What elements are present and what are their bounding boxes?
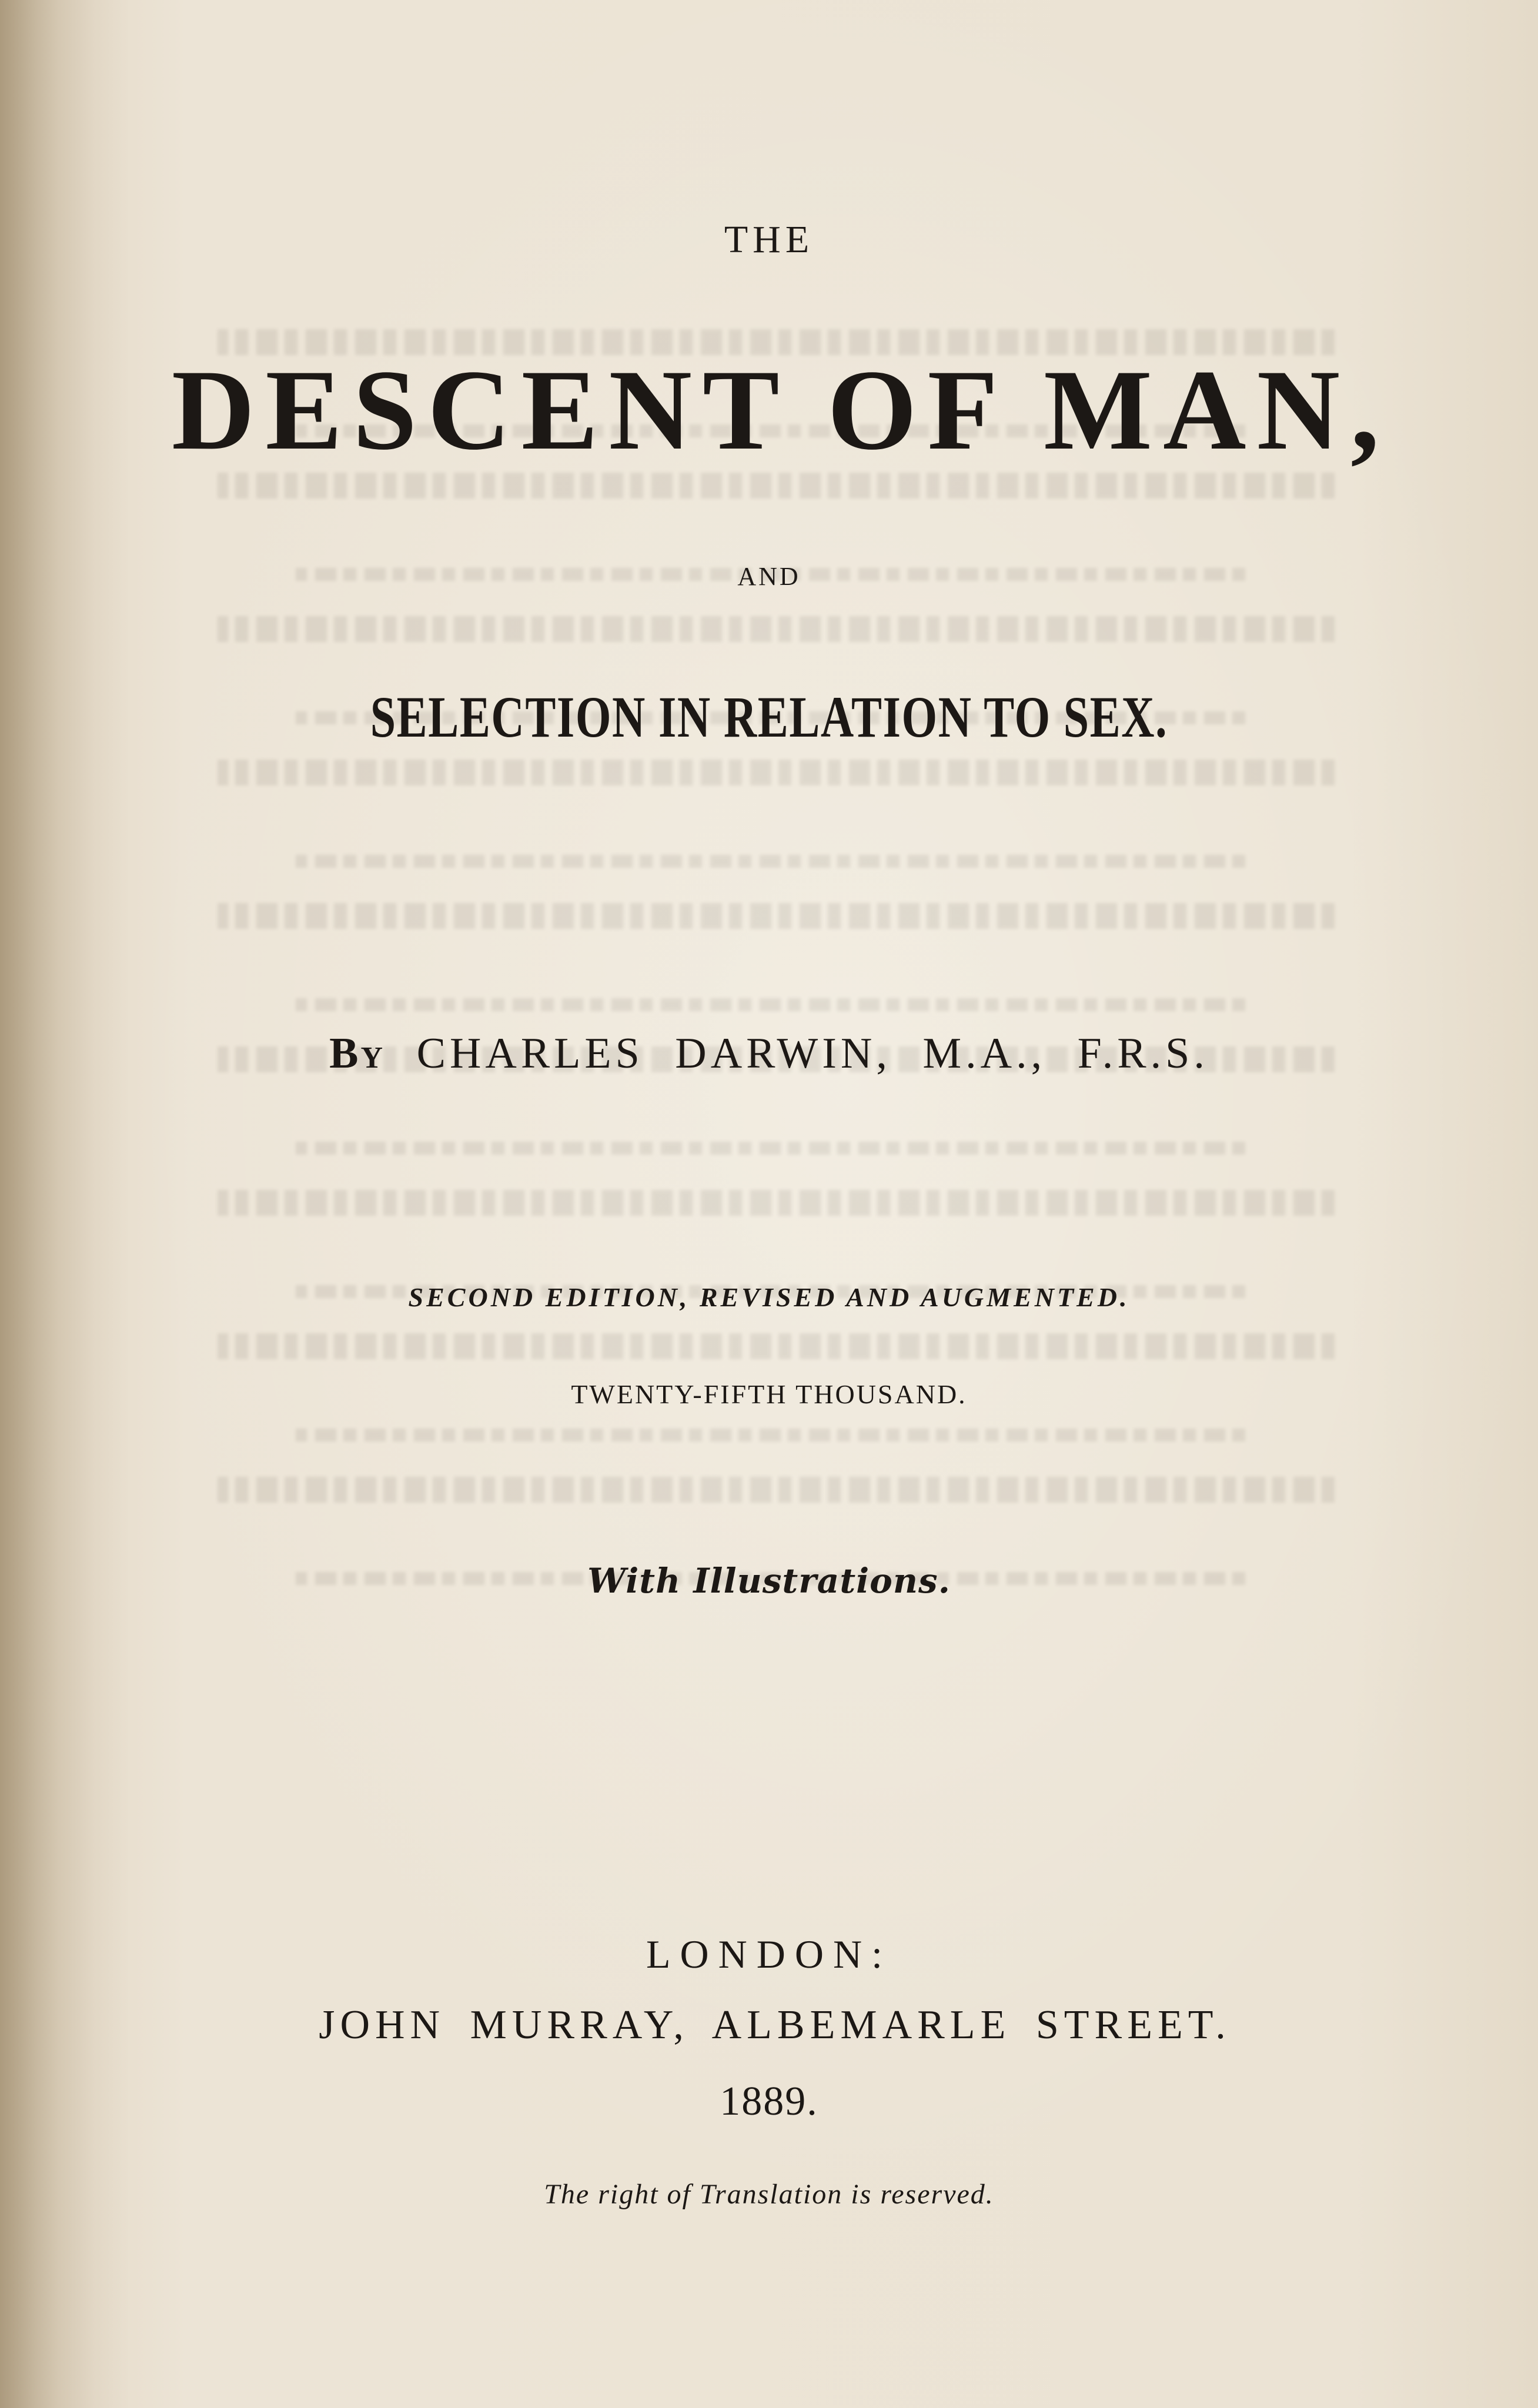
imprint-city: LONDON: xyxy=(646,1932,892,1976)
printing-statement: TWENTY-FIFTH THOUSAND. xyxy=(571,1379,967,1409)
imprint-publisher: JOHN MURRAY, ALBEMARLE STREET. xyxy=(319,2002,1231,2048)
imprint-year: 1889. xyxy=(720,2079,818,2124)
byline-prefix: By xyxy=(329,1029,386,1078)
title-conjunction: AND xyxy=(737,562,801,591)
author-name: CHARLES DARWIN, M.A., F.R.S. xyxy=(416,1029,1209,1078)
edition-statement: SECOND EDITION, REVISED AND AUGMENTED. xyxy=(408,1282,1130,1312)
illustrations-note: With Illustrations. xyxy=(587,1561,951,1601)
byline xyxy=(0,1029,1538,1078)
book-title: DESCENT OF MAN, xyxy=(171,346,1390,474)
rights-notice: The right of Translation is reserved. xyxy=(544,2179,994,2210)
book-subtitle: SELECTION IN RELATION TO SEX. xyxy=(370,684,1168,750)
title-article: THE xyxy=(724,218,814,261)
